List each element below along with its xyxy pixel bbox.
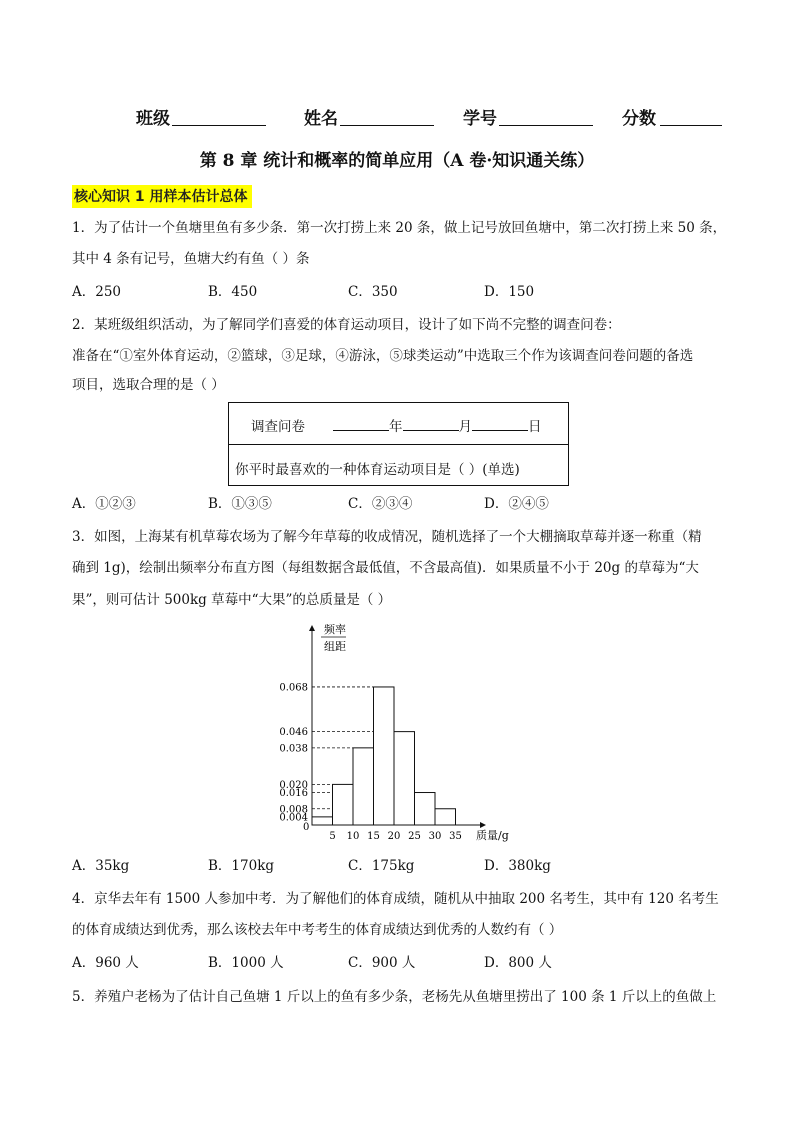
q1-option-c[interactable]: C．350 xyxy=(348,284,398,300)
q4-option-d[interactable]: D．800 人 xyxy=(484,955,552,971)
x-tick-label: 15 xyxy=(367,831,380,842)
y-tick-label: 0.068 xyxy=(279,682,308,694)
y-tick-label: 0.020 xyxy=(279,779,308,791)
q3-option-b[interactable]: B．170kg xyxy=(208,858,275,874)
frequency-histogram xyxy=(270,620,530,845)
q3-line2: 确到 1g)，绘制出频率分布直方图（每组数据含最低值，不含最高值)．如果质量不小于 20g 的草莓为“大 xyxy=(72,560,699,576)
q3-line3: 果”，则可估计 500kg 草莓中“大果”的总质量是（ ） xyxy=(72,592,392,608)
survey-title: 调查问卷 xyxy=(251,419,305,435)
q2-line1: 2．某班级组织活动，为了解同学们喜爱的体育运动项目，设计了如下尚不完整的调查问卷： xyxy=(72,317,621,333)
student-info-header xyxy=(0,104,794,132)
y-tick-label: 0.008 xyxy=(279,804,308,816)
x-axis-label: 质量/g xyxy=(476,829,509,842)
survey-table xyxy=(228,402,569,486)
student-id-field[interactable] xyxy=(499,125,593,126)
x-tick-label: 25 xyxy=(408,831,421,842)
day-label: 日 xyxy=(528,419,542,435)
survey-question: 你平时最喜欢的一种体育运动项目是（ ）(单选) xyxy=(235,462,520,478)
name-label: 姓名 xyxy=(304,109,338,129)
month-label: 月 xyxy=(458,419,472,435)
origin-label: 0 xyxy=(303,822,310,833)
q3-option-a[interactable]: A．35kg xyxy=(72,858,130,874)
x-tick-label: 30 xyxy=(428,831,442,842)
class-label: 班级 xyxy=(136,109,170,129)
q5-line1: 5．养殖户老杨为了估计自己鱼塘 1 斤以上的鱼有多少条，老杨先从鱼塘里捞出了 100 条 1 斤以上的鱼做上 xyxy=(72,989,717,1005)
y-tick-label: 0.038 xyxy=(279,743,308,755)
q1-option-b[interactable]: B．450 xyxy=(208,284,258,300)
y-axis-label-bottom: 组距 xyxy=(324,640,346,653)
score-label: 分数 xyxy=(622,109,656,129)
q2-option-d[interactable]: D．②④⑤ xyxy=(484,496,549,512)
q2-line2: 准备在“①室外体育运动，②篮球，③足球，④游泳，⑤球类运动”中选取三个作为该调查问卷问题的备选 xyxy=(72,348,694,364)
y-tick-label: 0.004 xyxy=(279,812,308,824)
survey-date xyxy=(333,415,542,435)
q3-option-c[interactable]: C．175kg xyxy=(348,858,415,874)
score-field[interactable] xyxy=(660,125,722,126)
q4-line1: 4．京华去年有 1500 人参加中考．为了解他们的体育成绩，随机从中抽取 200 名考生，其中有 120 名考生 xyxy=(72,891,719,907)
x-tick-label: 10 xyxy=(346,831,360,842)
histogram-bar xyxy=(353,748,374,825)
y-tick-label: 0.016 xyxy=(279,788,308,800)
histogram-bar xyxy=(374,687,395,825)
x-tick-label: 20 xyxy=(387,831,401,842)
histogram-bar xyxy=(333,784,354,825)
histogram-bar xyxy=(312,817,333,825)
class-field[interactable] xyxy=(172,125,266,126)
q4-line2: 的体育成绩达到优秀，那么该校去年中考考生的体育成绩达到优秀的人数约有（ ） xyxy=(72,922,563,938)
histogram-bar xyxy=(394,732,415,825)
page-title: 第 8 章 统计和概率的简单应用（A 卷·知识通关练） xyxy=(199,151,595,171)
q4-option-a[interactable]: A．960 人 xyxy=(72,955,139,971)
y-axis-label-top: 频率 xyxy=(324,623,346,636)
q1-line2: 其中 4 条有记号，鱼塘大约有鱼（ ）条 xyxy=(72,251,310,267)
q1-option-a[interactable]: A．250 xyxy=(72,284,122,300)
q2-option-a[interactable]: A．①②③ xyxy=(72,496,136,512)
student-id-label: 学号 xyxy=(463,109,497,129)
q2-option-c[interactable]: C．②③④ xyxy=(348,496,413,512)
x-tick-label: 5 xyxy=(329,831,336,842)
survey-header-row xyxy=(229,403,568,445)
x-tick-label: 35 xyxy=(449,831,462,842)
q4-option-b[interactable]: B．1000 人 xyxy=(208,955,284,971)
q1-option-d[interactable]: D．150 xyxy=(484,284,535,300)
q3-option-d[interactable]: D．380kg xyxy=(484,858,551,874)
section-heading: 核心知识 1 用样本估计总体 xyxy=(72,185,252,208)
q2-line3: 项目，选取合理的是（ ） xyxy=(72,377,225,393)
y-tick-label: 0.046 xyxy=(279,727,308,739)
year-label: 年 xyxy=(389,419,403,435)
histogram-bar xyxy=(415,793,436,825)
q2-option-b[interactable]: B．①③⑤ xyxy=(208,496,272,512)
histogram-bar xyxy=(435,809,456,825)
q4-option-c[interactable]: C．900 人 xyxy=(348,955,416,971)
q1-line1: 1．为了估计一个鱼塘里鱼有多少条．第一次打捞上来 20 条，做上记号放回鱼塘中，第二次打捞上来 50 条， xyxy=(72,220,727,236)
q3-line1: 3．如图，上海某有机草莓农场为了解今年草莓的收成情况，随机选择了一个大棚摘取草莓并逐一称重（精 xyxy=(72,529,702,545)
name-field[interactable] xyxy=(340,125,434,126)
